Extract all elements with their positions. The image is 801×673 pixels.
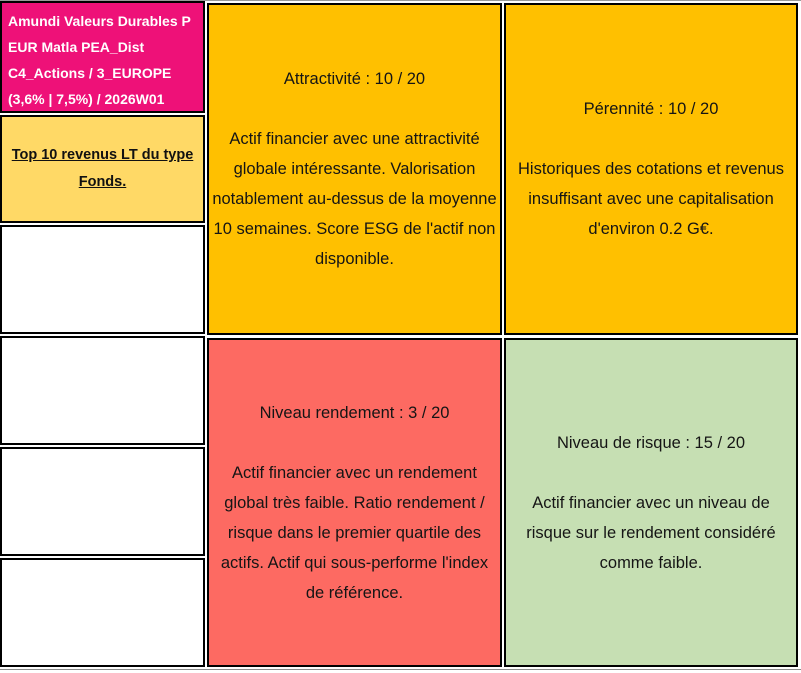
risque-panel <box>504 338 798 667</box>
list-type-label <box>0 115 205 223</box>
rendement-score: Niveau rendement : 3 / 20 <box>259 403 450 422</box>
risque-description: Actif financier avec un niveau de risque sur le rendement considéré comme faible. <box>526 493 776 572</box>
attractivite-description: Actif financier avec une attractivité globale intéressante. Valorisation notablement au-dessus de la moyenne 10 semaines. Score ESG de l'actif non disponible. <box>212 130 497 268</box>
empty-list-box <box>0 336 205 445</box>
risque-score: Niveau de risque : 15 / 20 <box>556 433 746 452</box>
fund-name-line: Amundi Valeurs Durables P <box>8 13 191 29</box>
rendement-description: Actif financier avec un rendement global très faible. Ratio rendement / risque dans le premier quartile des actifs. Actif qui sous-performe l'index de référence. <box>220 463 489 602</box>
fund-metrics-line: (3,6% | 7,5%) / 2026W01 <box>8 91 165 107</box>
list-type-label-line: Top 10 revenus LT du type <box>11 147 194 163</box>
fund-name-line: EUR Matla PEA_Dist <box>8 39 145 55</box>
list-type-label-line: Fonds. <box>78 174 127 190</box>
perennite-panel <box>504 3 798 335</box>
fund-header <box>0 1 205 113</box>
attractivite-panel <box>207 3 502 335</box>
empty-list-box <box>0 225 205 334</box>
attractivite-score: Attractivité : 10 / 20 <box>283 70 426 88</box>
rendement-panel <box>207 338 502 667</box>
bottom-divider <box>0 669 801 670</box>
empty-list-box <box>0 558 205 667</box>
empty-list-box <box>0 447 205 556</box>
perennite-description: Historiques des cotations et revenus insuffisant avec une capitalisation d'environ 0.2 G€. <box>518 160 784 238</box>
perennite-score: Pérennité : 10 / 20 <box>583 100 719 118</box>
fund-category-line: C4_Actions / 3_EUROPE <box>8 65 172 81</box>
